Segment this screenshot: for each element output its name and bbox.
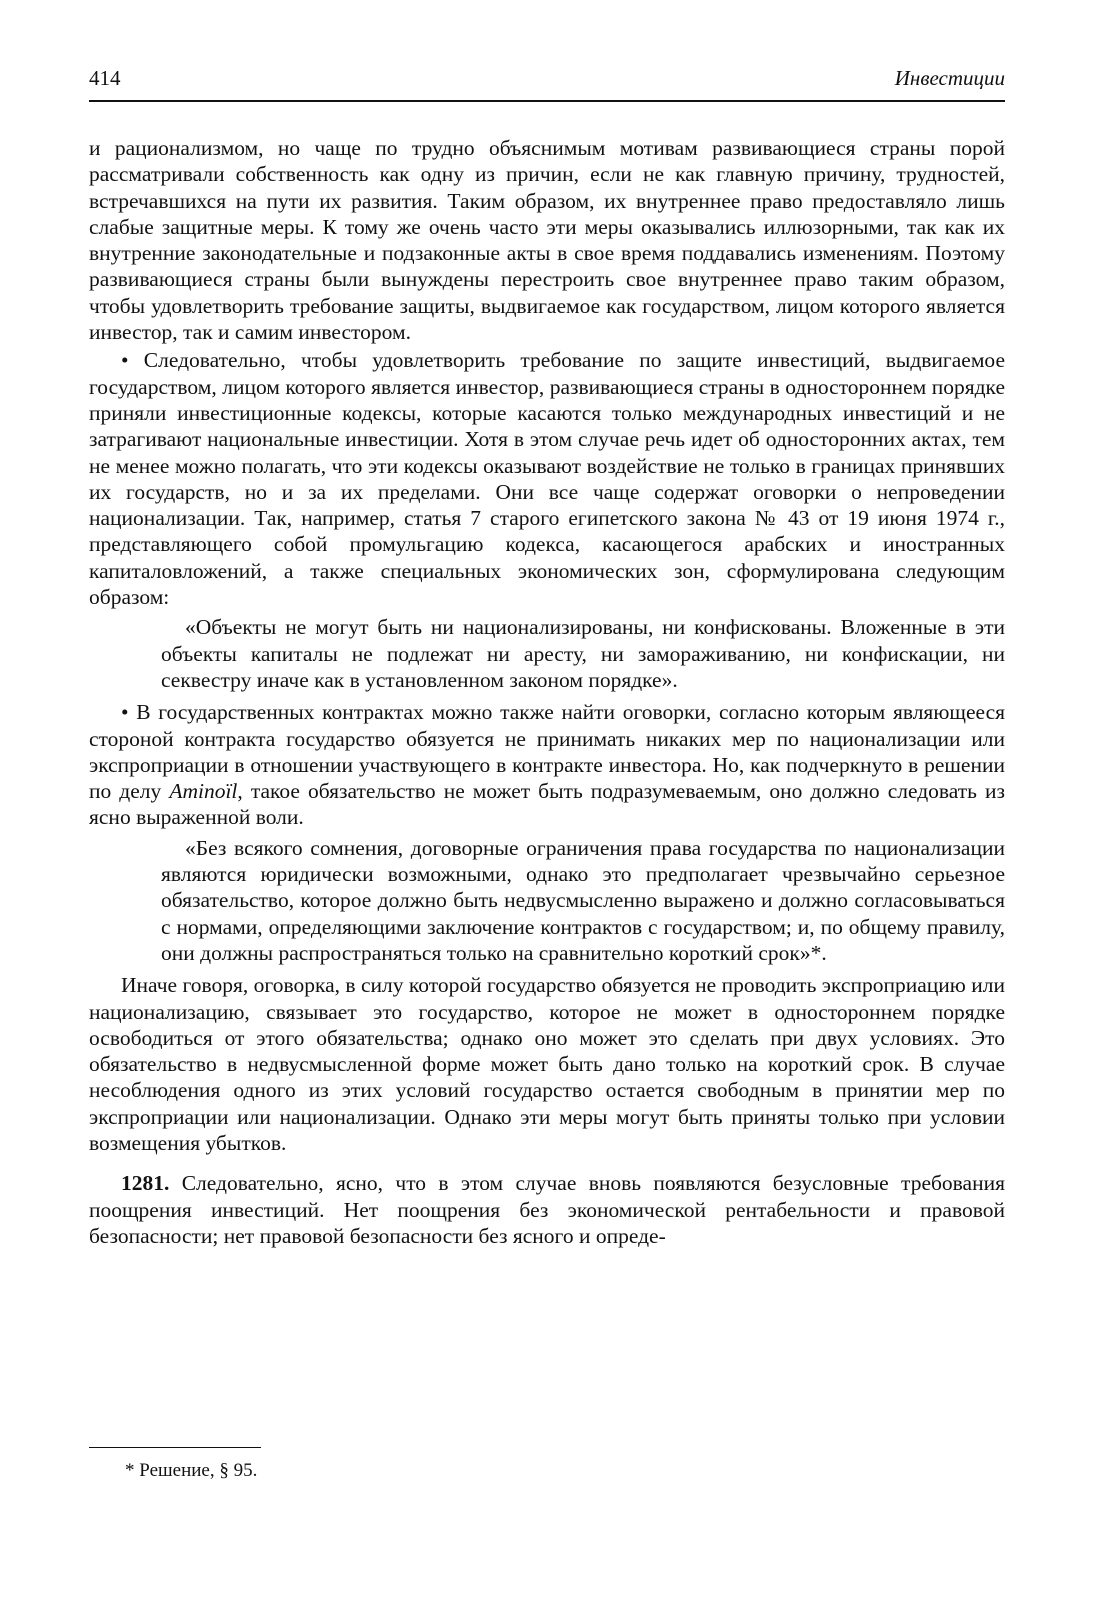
bullet-paragraph-state-contracts bbox=[89, 699, 1005, 830]
paragraph-text: • В государственных контрактах можно также найти оговорки, согласно которым являющееся стороной контракта государство обязуется не принимать никаких мер по национализации или экспроприации в отношении участвующего в контракте инвестора. Но, как подчеркнуто в решении по делу bbox=[89, 700, 1005, 804]
block-quote-egyptian-law bbox=[161, 614, 1005, 693]
footnote: * Решение, § 95. bbox=[125, 1460, 258, 1481]
section-title: Инвестиции bbox=[894, 66, 1005, 90]
page-number: 414 bbox=[89, 66, 121, 90]
quote-text: «Объекты не могут быть ни национализированы, ни конфискованы. Вложенные в эти объекты капиталы не подлежат ни аресту, ни замораживанию, ни конфискации, ни секвестру иначе как в установленном законом порядке». bbox=[161, 615, 1005, 692]
case-name: Aminoïl bbox=[169, 779, 238, 804]
running-head bbox=[89, 66, 1005, 96]
paragraph-continuation: и рационализмом, но чаще по трудно объяснимым мотивам развивающиеся страны порой рассматривали собственность как одну из причин, если не как главную причину, трудностей, встречавшихся на пути их развития. Таким образом, их внутреннее право предоставляло лишь слабые защитные меры. К тому же очень часто эти меры оказывались иллюзорными, так как их внутренние законодательные и подзаконные акты в свое время поддавались изменениям. Поэтому развивающиеся страны были вынуждены перестроить свое внутреннее право таким образом, чтобы удовлетворить требование защиты, выдвигаемое как государством, лицом которого является инвестор, так и самим инвестором. bbox=[89, 136, 1005, 345]
bullet-paragraph-investment-codes: • Следовательно, чтобы удовлетворить требование по защите инвестиций, выдвигаемое государством, лицом которого является инвестор, развивающиеся страны в одностороннем порядке приняли инвестиционные кодексы, которые касаются только международных инвестиций и не затрагивают национальные инвестиции. Хотя в этом случае речь идет об односторонних актах, тем не менее можно полагать, что эти кодексы оказывают воздействие не только в границах принявших их государств, но и за их пределами. Они все чаще содержат оговорки о непроведении национализации. Так, например, статья 7 старого египетского закона № 43 от 19 июня 1974 г., представляющего собой промульгацию кодекса, касающегося арабских и иностранных капиталовложений, а также специальных экономических зон, сформулирована следующим образом: bbox=[89, 348, 1005, 610]
block-quote-aminoil bbox=[161, 835, 1005, 966]
footnote-rule bbox=[89, 1447, 261, 1448]
header-rule bbox=[89, 100, 1005, 102]
body-text bbox=[89, 135, 1005, 1249]
paragraph-text: Следовательно, ясно, что в этом случае вновь появляются безусловные требования поощрения инвестиций. Нет поощрения без экономической рентабельности и правовой безопасности; нет правовой безопасности без ясного и опреде- bbox=[89, 1171, 1005, 1248]
numbered-paragraph-1281 bbox=[89, 1170, 1005, 1249]
paragraph-text: , такое обязательство не может быть подразумеваемым, оно должно следовать из ясно выраженной воли. bbox=[89, 779, 1006, 830]
quote-text: «Без всякого сомнения, договорные ограничения права государства по национализации являются юридически возможными, однако это предполагает чрезвычайно серьезное обязательство, которое должно быть недвусмысленно выражено и должно согласовываться с нормами, определяющими заключение контрактов с государством; и, по общему правилу, они должны распространяться только на сравнительно короткий срок»*. bbox=[161, 835, 1005, 965]
paragraph-in-other-words: Иначе говоря, оговорка, в силу которой государство обязуется не проводить экспроприацию или национализацию, связывает это государство, которое не может в одностороннем порядке освободиться от этого обязательства; однако оно может это сделать при двух условиях. Это обязательство в недвусмысленной форме может быть дано только на короткий срок. В случае несоблюдения одного из этих условий государство остается свободным в принятии мер по экспроприации или национализации. Однако эти меры могут быть приняты только при условии возмещения убытков. bbox=[89, 973, 1005, 1155]
paragraph-number: 1281. bbox=[121, 1171, 170, 1196]
